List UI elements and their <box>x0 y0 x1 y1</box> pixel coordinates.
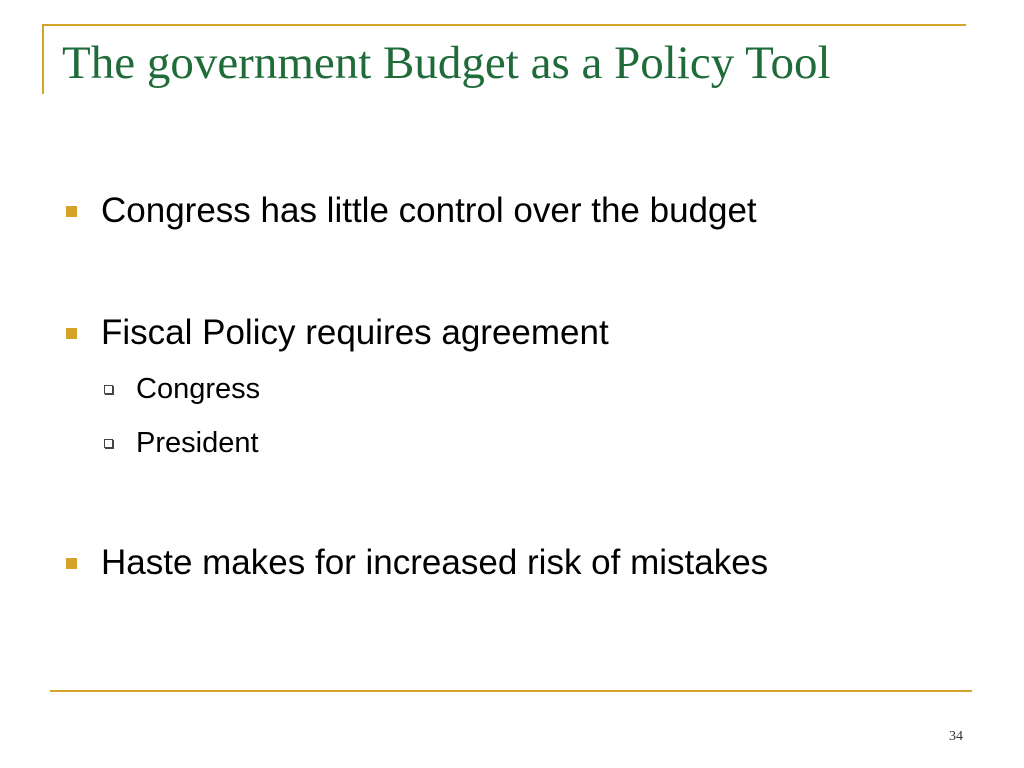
footer-divider <box>50 690 972 692</box>
bullet-text: Congress has little control over the budget <box>101 191 757 230</box>
sub-bullet-item <box>104 372 260 407</box>
bullet-item <box>66 542 768 584</box>
bullet-text: Fiscal Policy requires agreement <box>101 313 609 352</box>
left-frame-line <box>42 24 44 94</box>
square-bullet-icon <box>66 558 77 569</box>
hollow-square-bullet-icon <box>104 439 113 448</box>
sub-bullet-text: Congress <box>136 373 261 405</box>
top-frame-line <box>42 24 966 26</box>
square-bullet-icon <box>66 206 77 217</box>
sub-bullet-item <box>104 426 259 461</box>
bullet-item <box>66 312 609 354</box>
slide-title: The government Budget as a Policy Tool <box>62 37 831 89</box>
bullet-item <box>66 190 757 232</box>
bullet-text: Haste makes for increased risk of mistakes <box>101 543 769 582</box>
square-bullet-icon <box>66 328 77 339</box>
page-number: 34 <box>949 729 963 744</box>
hollow-square-bullet-icon <box>104 385 113 394</box>
sub-bullet-text: President <box>136 427 259 459</box>
